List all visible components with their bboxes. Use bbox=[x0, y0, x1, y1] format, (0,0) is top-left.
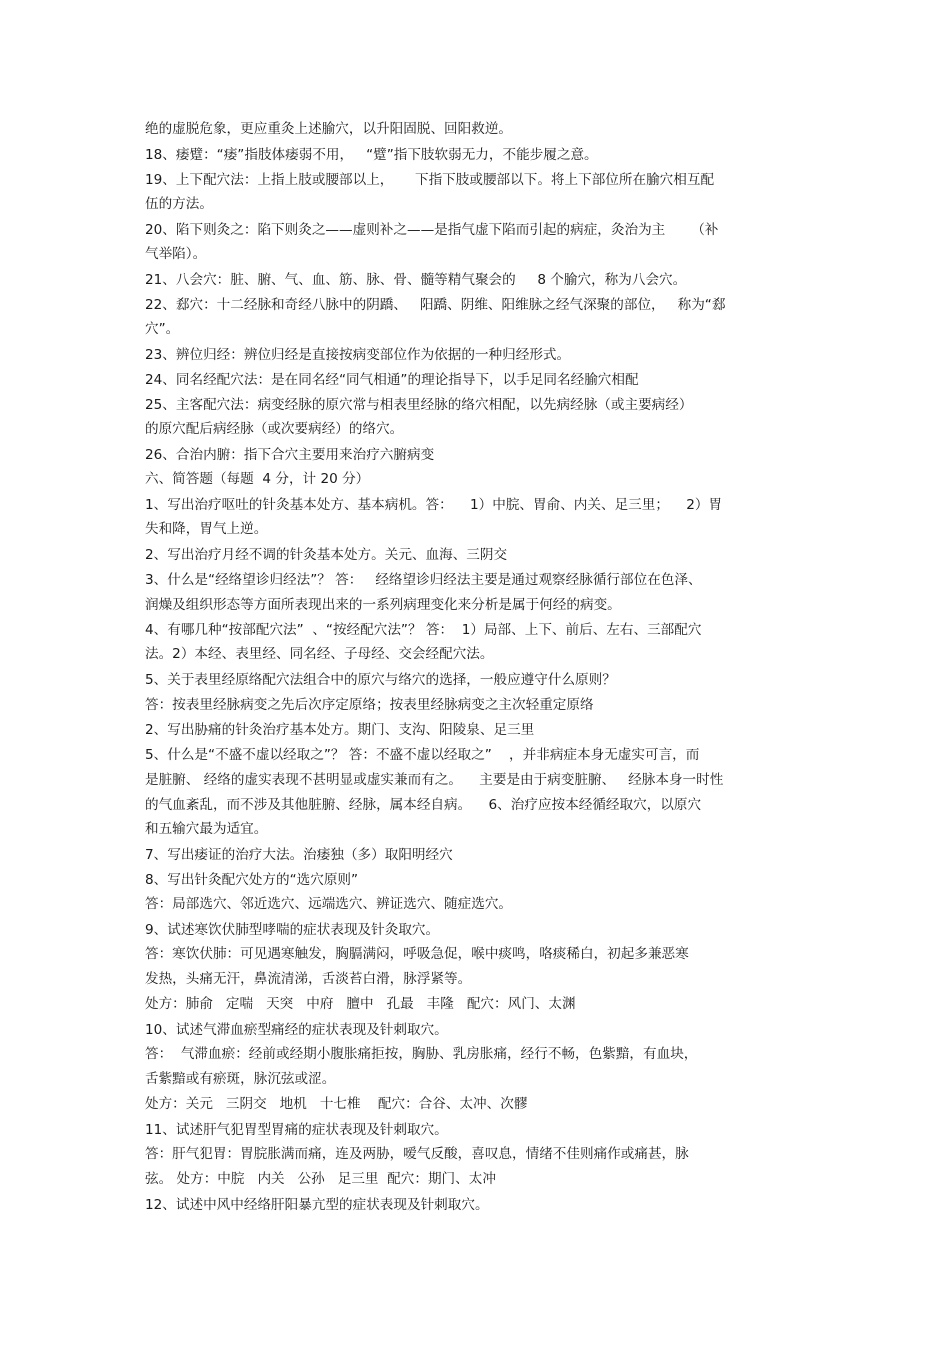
text-line: 气举陷）。 bbox=[145, 246, 207, 262]
text-line: 5、关于表里经原络配穴法组合中的原穴与络穴的选择，一般应遵守什么原则？ bbox=[145, 672, 616, 688]
text-line: 4、有哪几种“按部配穴法” 、“按经配穴法”？ 答： 1）局部、上下、前后、左右、三部配穴 bbox=[145, 622, 702, 638]
text-line: 失和降，胃气上逆。 bbox=[145, 521, 268, 537]
text-line: 和五输穴最为适宜。 bbox=[145, 821, 268, 837]
text-line: 处方：关元 三阴交 地机 十七椎 配穴：合谷、太冲、次髎 bbox=[145, 1096, 528, 1112]
text-line: 舌紫黯或有瘀斑，脉沉弦或涩。 bbox=[145, 1071, 336, 1087]
text-line: 穴”。 bbox=[145, 321, 180, 337]
text-line: 25、主客配穴法：病变经脉的原穴常与相表里经脉的络穴相配，以先病经脉（或主要病经） bbox=[145, 397, 693, 413]
text-line: 11、试述肝气犯胃型胃痛的症状表现及针刺取穴。 bbox=[145, 1122, 448, 1138]
text-line: 1、写出治疗呕吐的针灸基本处方、基本病机。答： 1）中脘、胃俞、内关、足三里； 2）胃 bbox=[145, 497, 723, 513]
text-line: 弦。 处方：中脘 内关 公孙 足三里 配穴：期门、太冲 bbox=[145, 1171, 496, 1187]
text-line: 7、写出痿证的治疗大法。治痿独（多）取阳明经穴 bbox=[145, 847, 453, 863]
text-line: 2、写出治疗月经不调的针灸基本处方。关元、血海、三阴交 bbox=[145, 547, 508, 563]
text-line: 26、合治内腑：指下合穴主要用来治疗六腑病变 bbox=[145, 447, 435, 463]
text-line: 答：局部选穴、邻近选穴、远端选穴、辨证选穴、随症选穴。 bbox=[145, 896, 513, 912]
section-heading: 六、简答题（每题 4 分，计 20 分） bbox=[145, 471, 370, 487]
text-line: 润燥及组织形态等方面所表现出来的一系列病理变化来分析是属于何经的病变。 bbox=[145, 597, 621, 613]
text-line: 答：肝气犯胃：胃脘胀满而痛，连及两胁，嗳气反酸，喜叹息，情绪不佳则痛作或痛甚，脉 bbox=[145, 1146, 689, 1162]
text-line: 12、试述中风中经络肝阳暴亢型的症状表现及针刺取穴。 bbox=[145, 1197, 489, 1213]
text-line: 3、什么是“经络望诊归经法”？ 答： 经络望诊归经法主要是通过观察经脉循行部位在色泽、 bbox=[145, 572, 702, 588]
text-line: 22、郄穴：十二经脉和奇经八脉中的阴蹻、 阳蹻、阴维、阳维脉之经气深聚的部位， 称为“郄 bbox=[145, 297, 726, 313]
text-line: 法。2）本经、表里经、同名经、子母经、交会经配穴法。 bbox=[145, 646, 494, 662]
text-line: 20、陷下则灸之：陷下则灸之——虚则补之——是指气虚下陷而引起的病症，灸治为主 （补 bbox=[145, 222, 719, 238]
text-line: 答：按表里经脉病变之先后次序定原络；按表里经脉病变之主次轻重定原络 bbox=[145, 697, 594, 713]
text-line: 的气血紊乱，而不涉及其他脏腑、经脉，属本经自病。 6、治疗应按本经循经取穴，以原穴 bbox=[145, 797, 702, 813]
text-line: 2、写出胁痛的针灸治疗基本处方。期门、支沟、阳陵泉、足三里 bbox=[145, 722, 535, 738]
text-line: 23、辨位归经：辨位归经是直接按病变部位作为依据的一种归经形式。 bbox=[145, 347, 571, 363]
text-line: 绝的虚脱危象，更应重灸上述腧穴，以升阳固脱、回阳救逆。 bbox=[145, 121, 513, 137]
text-line: 9、试述寒饮伏肺型哮喘的症状表现及针灸取穴。 bbox=[145, 922, 440, 938]
text-line: 是脏腑、 经络的虚实表现不甚明显或虚实兼而有之。 主要是由于病变脏腑、 经脉本身一时性 bbox=[145, 772, 724, 788]
text-line: 8、写出针灸配穴处方的“选穴原则” bbox=[145, 872, 359, 888]
text-line: 5、什么是“不盛不虚以经取之”？ 答：不盛不虚以经取之” ，并非病症本身无虚实可言，而 bbox=[145, 747, 700, 763]
text-line: 18、痿躄：“痿”指肢体痿弱不用， “躄”指下肢软弱无力，不能步履之意。 bbox=[145, 147, 598, 163]
text-line: 伍的方法。 bbox=[145, 196, 213, 212]
text-line: 24、同名经配穴法：是在同名经“同气相通”的理论指导下，以手足同名经腧穴相配 bbox=[145, 372, 639, 388]
text-line: 答：寒饮伏肺：可见遇寒触发，胸膈满闷，呼吸急促，喉中痰鸣，咯痰稀白，初起多兼恶寒 bbox=[145, 946, 689, 962]
text-line: 19、上下配穴法：上指上肢或腰部以上， 下指下肢或腰部以下。将上下部位所在腧穴相互配 bbox=[145, 172, 715, 188]
text-line: 处方：肺俞 定喘 天突 中府 膻中 孔最 丰隆 配穴：风门、太渊 bbox=[145, 996, 576, 1012]
text-line: 21、八会穴：脏、腑、气、血、筋、脉、骨、髓等精气聚会的 8 个腧穴，称为八会穴。 bbox=[145, 272, 687, 288]
text-line: 的原穴配后病经脉（或次要病经）的络穴。 bbox=[145, 421, 404, 437]
text-line: 10、试述气滞血瘀型痛经的症状表现及针刺取穴。 bbox=[145, 1022, 448, 1038]
text-line: 答： 气滞血瘀：经前或经期小腹胀痛拒按，胸胁、乳房胀痛，经行不畅，色紫黯，有血块， bbox=[145, 1046, 698, 1062]
text-line: 发热，头痛无汗，鼻流清涕，舌淡苔白滑，脉浮紧等。 bbox=[145, 971, 472, 987]
